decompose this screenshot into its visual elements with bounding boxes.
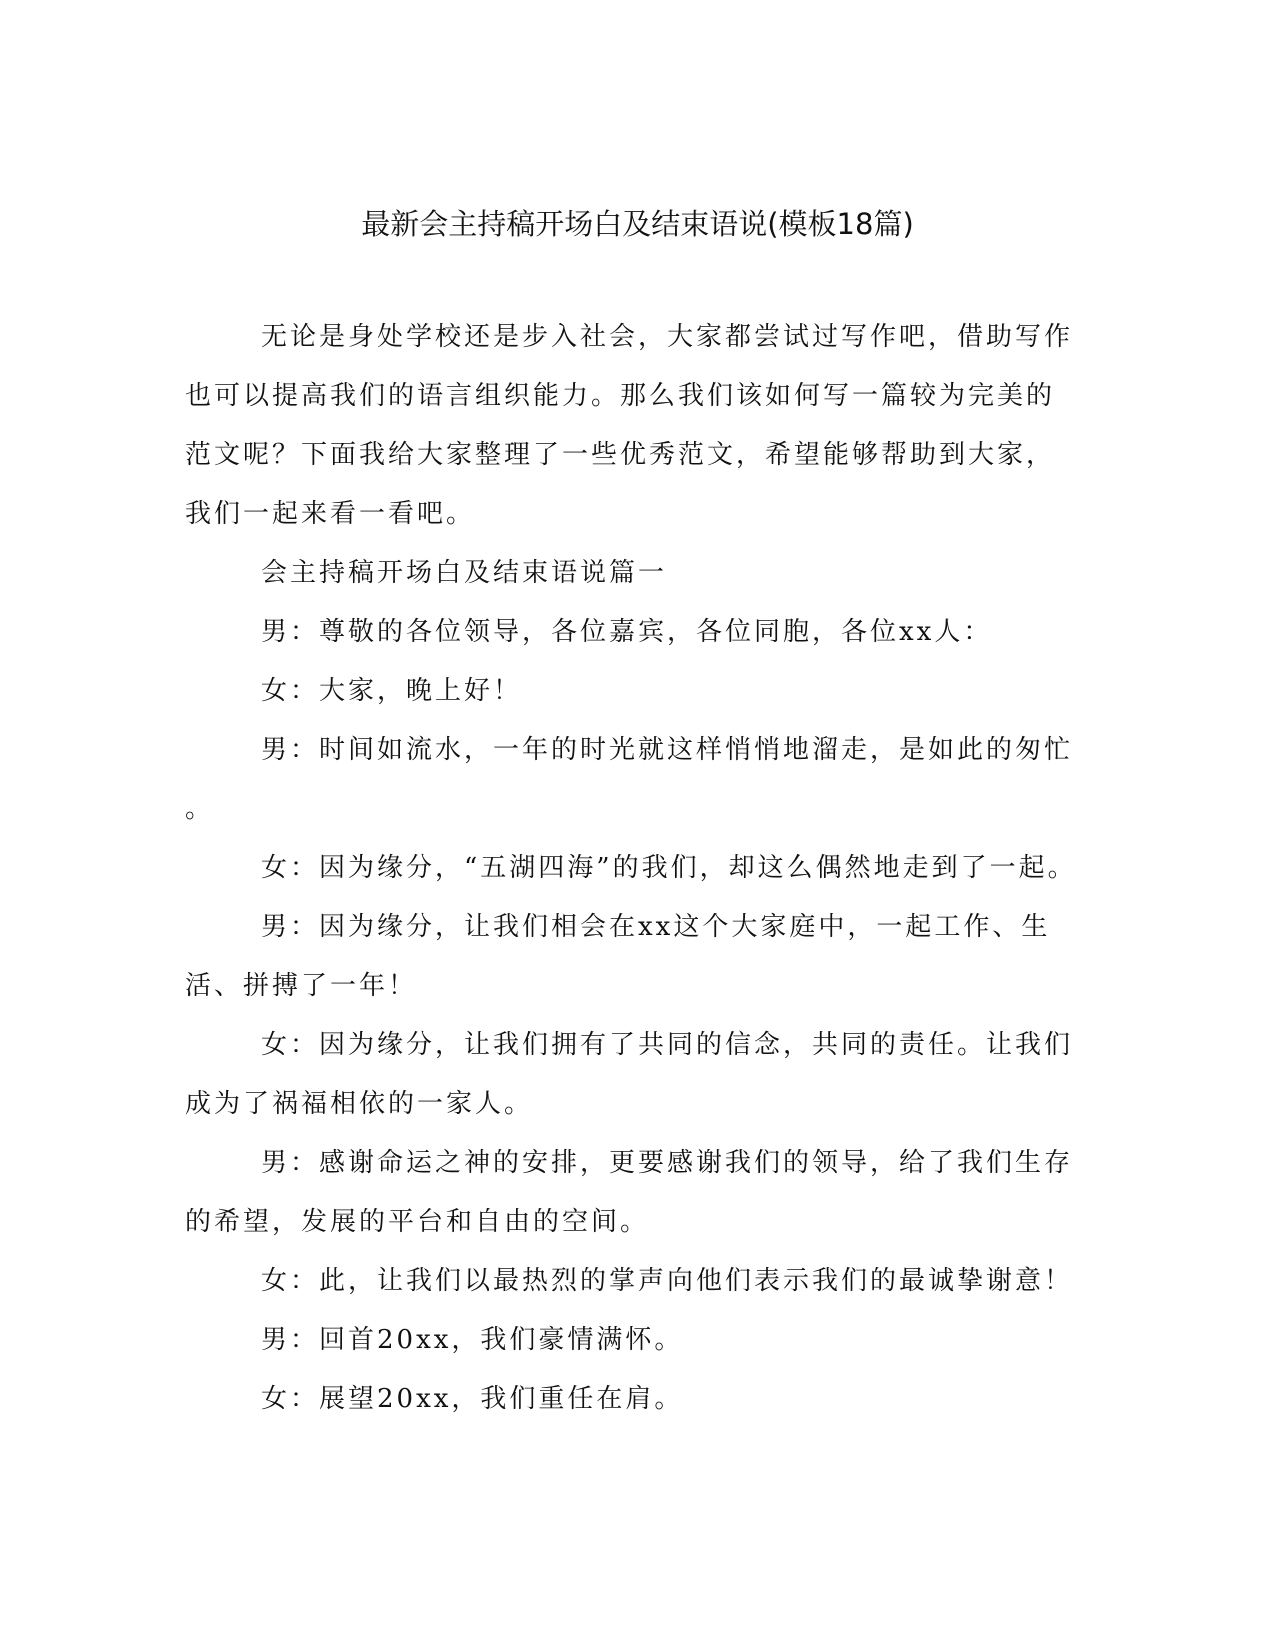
dialogue-line: 男：回首20xx，我们豪情满怀。 [261,1325,684,1355]
dialogue-line: 男：时间如流水，一年的时光就这样悄悄地溜走，是如此的匆忙 [261,735,1074,765]
dialogue-line-continuation: 活、拼搏了一年！ [185,971,418,1001]
intro-line-1: 无论是身处学校还是步入社会，大家都尝试过写作吧，借助写作 [261,322,1074,352]
dialogue-line-continuation: 的希望，发展的平台和自由的空间。 [185,1207,650,1237]
dialogue-line: 男：尊敬的各位领导，各位嘉宾，各位同胞，各位xx人： [261,617,993,647]
dialogue-line-continuation: 。 [185,794,215,824]
dialogue-line: 男：感谢命运之神的安排，更要感谢我们的领导，给了我们生存 [261,1148,1074,1178]
section-heading: 会主持稿开场白及结束语说篇一 [261,558,668,588]
intro-line-3: 范文呢？下面我给大家整理了一些优秀范文，希望能够帮助到大家， [185,440,1056,470]
dialogue-line: 女：大家，晚上好！ [261,676,523,706]
dialogue-line: 女：展望20xx，我们重任在肩。 [261,1384,684,1414]
dialogue-line: 女：因为缘分，让我们拥有了共同的信念，共同的责任。让我们 [261,1030,1074,1060]
dialogue-line: 女：因为缘分，“五湖四海”的我们，却这么偶然地走到了一起。 [261,853,1077,883]
document-title: 最新会主持稿开场白及结束语说(模板18篇) [361,207,914,241]
dialogue-line: 男：因为缘分，让我们相会在xx这个大家庭中，一起工作、生 [261,912,1051,942]
dialogue-line-continuation: 成为了祸福相依的一家人。 [185,1089,534,1119]
dialogue-line: 女：此，让我们以最热烈的掌声向他们表示我们的最诚挚谢意！ [261,1266,1074,1296]
intro-line-4: 我们一起来看一看吧。 [185,499,476,529]
intro-line-2: 也可以提高我们的语言组织能力。那么我们该如何写一篇较为完美的 [185,381,1056,411]
